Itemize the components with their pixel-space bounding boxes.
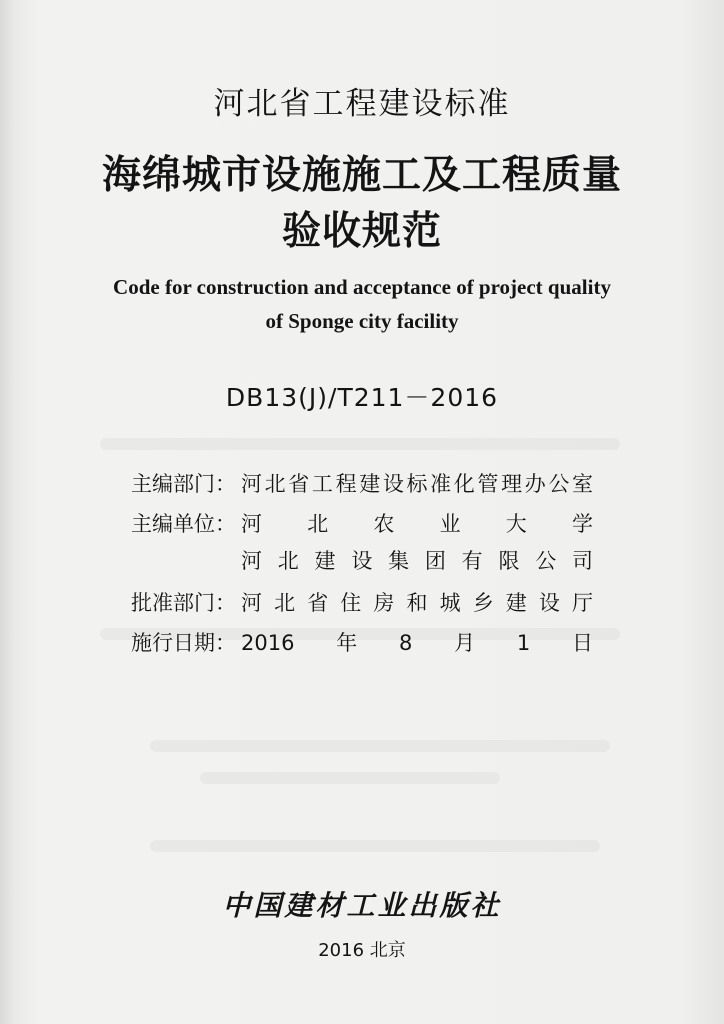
info-label: 批准部门： xyxy=(131,591,236,615)
bleed-through-mark xyxy=(200,772,500,784)
info-value: 河北农业大学 xyxy=(241,512,593,536)
title-en-line1: Code for construction and acceptance of project quality xyxy=(113,275,611,299)
title-zh-line1: 海绵城市设施施工及工程质量 xyxy=(101,152,622,198)
info-label: 主编部门： xyxy=(131,472,236,496)
bleed-through-mark xyxy=(100,438,620,450)
info-row-editor-dept xyxy=(131,468,601,498)
standard-series: 河北省工程建设标准 xyxy=(213,86,511,122)
bleed-through-mark xyxy=(150,840,600,852)
info-label: 主编单位： xyxy=(131,512,236,536)
info-label: 施行日期： xyxy=(131,631,236,655)
title-en-line2: of Sponge city facility xyxy=(265,309,459,333)
imprint-year-place: 2016 北京 xyxy=(318,940,406,961)
info-value: 河北省工程建设标准化管理办公室 xyxy=(241,472,593,496)
info-value: 河北省住房和城乡建设厅 xyxy=(241,591,593,615)
info-row-approval-dept xyxy=(131,587,601,617)
info-row-effective-date xyxy=(131,627,601,657)
title-zh-line2: 验收规范 xyxy=(281,208,442,254)
info-row-editor-units-2 xyxy=(131,545,601,575)
publisher-logo: 中国建材工业出版社 xyxy=(222,889,502,922)
bleed-through-mark xyxy=(150,740,610,752)
info-row-editor-units xyxy=(131,508,601,538)
info-value: 河北建设集团有限公司 xyxy=(241,549,593,573)
standard-code: DB13(J)/T211－2016 xyxy=(225,383,499,412)
info-value: 2016年8月1日 xyxy=(241,631,593,655)
